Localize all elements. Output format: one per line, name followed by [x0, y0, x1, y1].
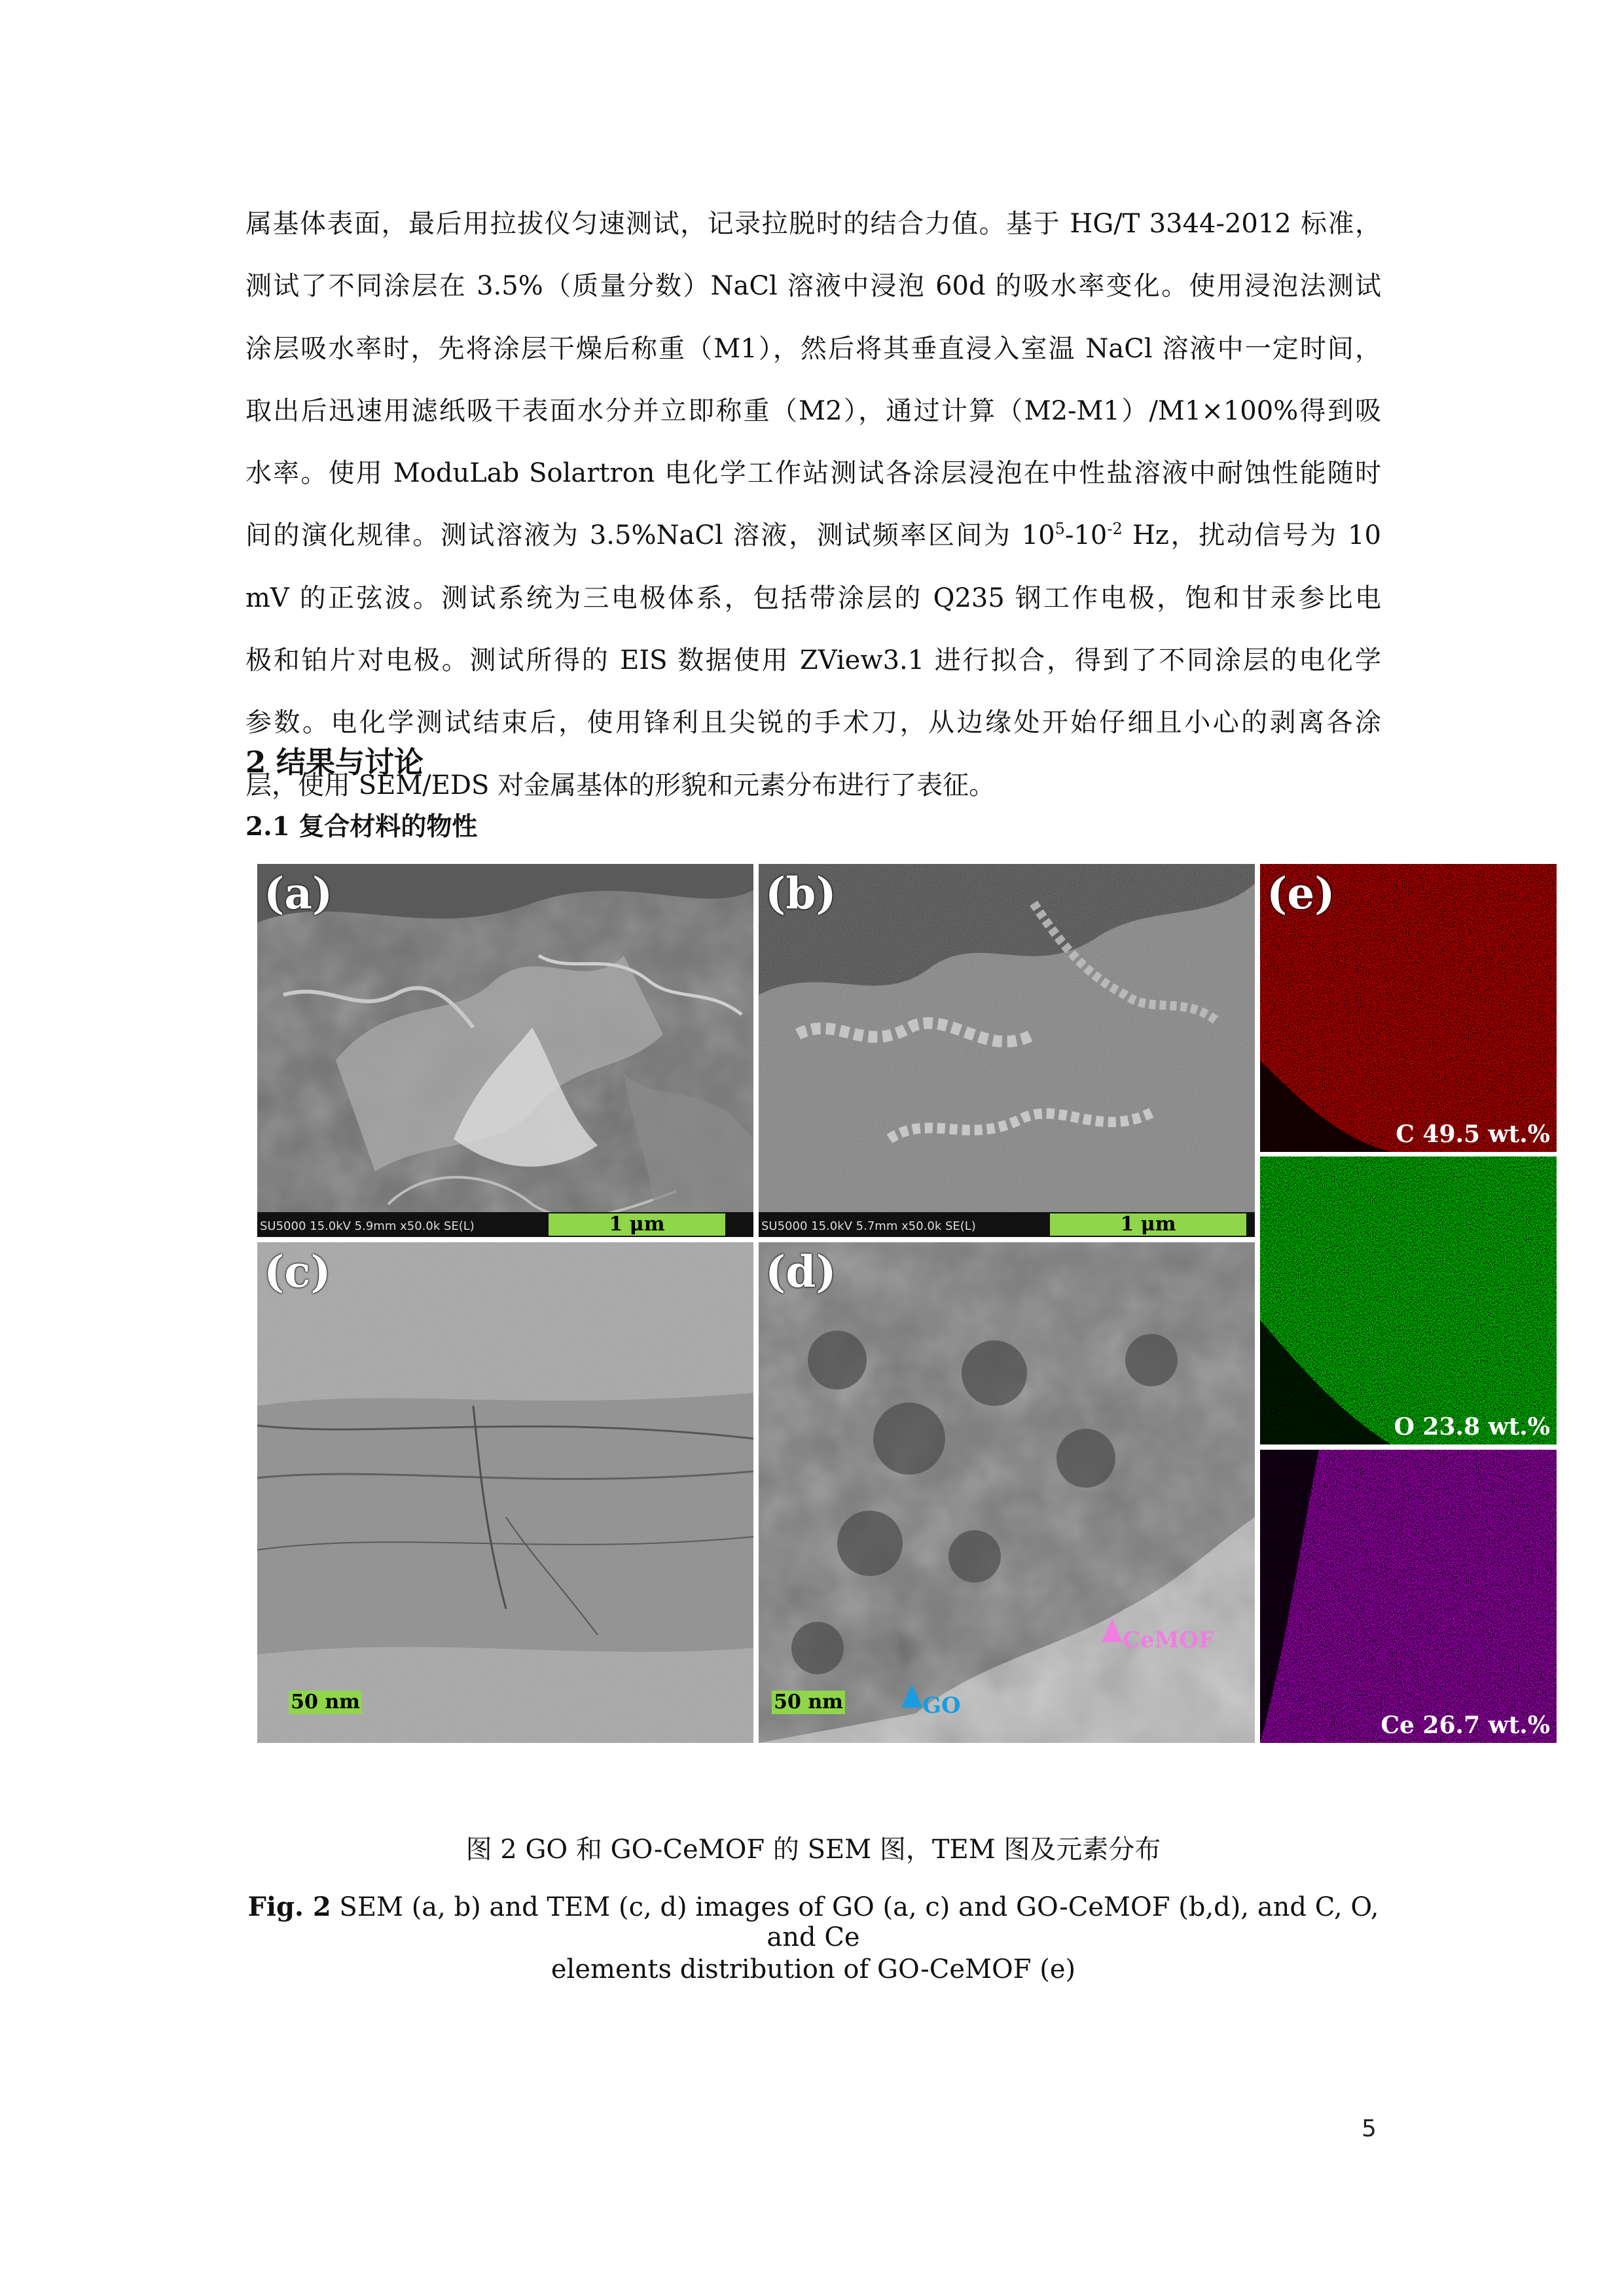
sem-image-b [759, 864, 1255, 1237]
body-line-7: mV 的正弦波。测试系统为三电极体系，包括带涂层的 Q235 钢工作电极，饱和甘汞参比电 [245, 583, 1381, 613]
body-line-9: 参数。电化学测试结束后，使用锋利且尖锐的手术刀，从边缘处开始仔细且小心的剥离各涂 [245, 708, 1381, 738]
section-title: 2 结果与讨论 [245, 745, 424, 780]
panel-b-sem-gocemof [759, 864, 1255, 1237]
body-line-2: 测试了不同涂层在 3.5%（质量分数）NaCl 溶液中浸泡 60d 的吸水率变化。使用浸泡法测试 [245, 271, 1381, 302]
page-number: 5 [1362, 2115, 1377, 2142]
line6-post: Hz，扰动信号为 10 [1122, 520, 1381, 551]
exponent-2: -2 [1107, 520, 1123, 539]
go-arrow-icon [901, 1684, 922, 1708]
body-line-1: 属基体表面，最后用拉拔仪匀速测试，记录拉脱时的结合力值。基于 HG/T 3344-2012 标准， [245, 209, 1381, 239]
exponent-1: 5 [1055, 520, 1065, 539]
caption-cn: 图 2 GO 和 GO-CeMOF 的 SEM 图，TEM 图及元素分布 [465, 1835, 1161, 1865]
eds-label-o: O 23.8 wt.% [1394, 1413, 1550, 1441]
scale-bar-c: 50 nm [289, 1691, 362, 1714]
sem-info-b: SU5000 15.0kV 5.7mm x50.0k SE(L) [761, 1219, 976, 1233]
body-line-3: 涂层吸水率时，先将涂层干燥后称重（M1），然后将其垂直浸入室温 NaCl 溶液中一定时间， [245, 333, 1381, 364]
cemof-label: CeMOF [1123, 1627, 1215, 1653]
panel-label-b: (b) [765, 868, 837, 919]
caption-en-text-1: SEM (a, b) and TEM (c, d) images of GO (a, c) and GO-CeMOF (b,d), and C, O, and Ce [331, 1892, 1379, 1952]
scale-bar-b: 1 μm [1050, 1213, 1246, 1236]
panel-d-tem-gocemof [759, 1242, 1255, 1743]
body-line-6 [245, 505, 1381, 567]
sem-image-a [257, 864, 753, 1237]
body-paragraph [245, 193, 1381, 817]
figure-2 [257, 864, 1557, 1754]
panel-label-a: (a) [264, 868, 333, 919]
tem-image-c [257, 1242, 753, 1743]
panel-label-e: (e) [1267, 868, 1335, 919]
sem-info-a: SU5000 15.0kV 5.9mm x50.0k SE(L) [260, 1219, 475, 1233]
tem-image-d [759, 1242, 1255, 1743]
scale-bar-a: 1 μm [549, 1213, 725, 1236]
panel-e-eds-o [1260, 1157, 1557, 1444]
scale-bar-d: 50 nm [772, 1691, 845, 1714]
body-line-10: 层，使用 SEM/EDS 对金属基体的形貌和元素分布进行了表征。 [245, 770, 996, 800]
caption-en-line-2: elements distribution of GO-CeMOF (e) [550, 1954, 1076, 1984]
panel-e-eds-ce [1260, 1450, 1557, 1743]
panel-label-c: (c) [264, 1246, 331, 1297]
body-line-8: 极和铂片对电极。测试所得的 EIS 数据使用 ZView3.1 进行拟合，得到了不同涂层的电化学 [245, 645, 1381, 676]
caption-en-line-1 [245, 1892, 1381, 1952]
caption-fig-label: Fig. 2 [247, 1892, 331, 1922]
go-label: GO [922, 1693, 961, 1719]
eds-label-ce: Ce 26.7 wt.% [1380, 1712, 1550, 1739]
eds-map-ce [1260, 1450, 1557, 1743]
cemof-arrow-icon [1102, 1619, 1123, 1642]
body-line-5: 水率。使用 ModuLab Solartron 电化学工作站测试各涂层浸泡在中性盐溶液中耐蚀性能随时 [245, 458, 1381, 489]
line6-mid: -10 [1064, 520, 1108, 551]
eds-map-o [1260, 1157, 1557, 1444]
eds-label-c: C 49.5 wt.% [1396, 1121, 1550, 1148]
panel-c-tem-go [257, 1242, 753, 1743]
panel-e-eds-c [1260, 864, 1557, 1152]
panel-a-sem-go [257, 864, 753, 1237]
line6-pre: 间的演化规律。测试溶液为 3.5%NaCl 溶液，测试频率区间为 10 [245, 520, 1055, 551]
subsection-title: 2.1 复合材料的物性 [245, 812, 478, 842]
body-line-4: 取出后迅速用滤纸吸干表面水分并立即称重（M2），通过计算（M2-M1）/M1×100%得到吸 [245, 395, 1381, 426]
panel-label-d: (d) [765, 1246, 837, 1297]
